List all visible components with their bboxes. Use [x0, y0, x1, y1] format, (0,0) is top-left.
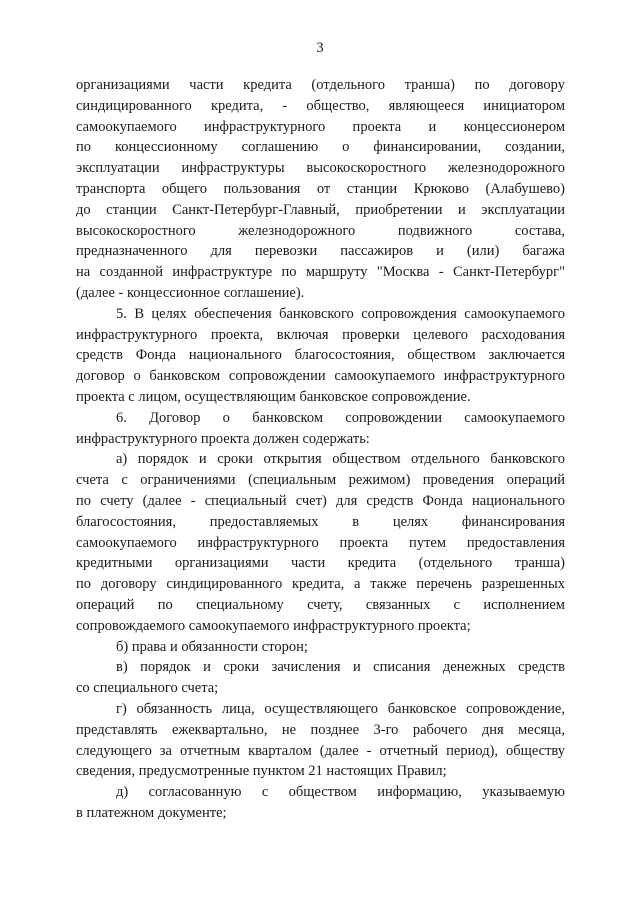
text-line: договор о банковском сопровождении самоокупаемого инфраструктурного: [76, 368, 565, 385]
text-line: со специального счета;: [76, 680, 219, 697]
page-number: 3: [316, 40, 324, 56]
text-line: сопровождаемого самоокупаемого инфраструктурного проекта;: [76, 617, 471, 634]
text-line: транспорта общего пользования от станции Крюково (Алабушево): [76, 180, 565, 197]
paragraph-6-start: 6. Договор о банковском сопровождении самоокупаемого: [116, 409, 565, 426]
text-line: до станции Санкт-Петербург-Главный, приобретении и эксплуатации: [76, 201, 565, 218]
text-line: предназначенного для перевозки пассажиров и (или) багажа: [76, 243, 565, 260]
document-body: [76, 75, 565, 824]
item-v-start: в) порядок и сроки зачисления и списания денежных средств: [116, 659, 565, 676]
text-line: (далее - концессионное соглашение).: [76, 284, 305, 301]
text-line: следующего за отчетным кварталом (далее - отчетный период), обществу: [76, 742, 565, 759]
text-line: благосостояния, предоставляемых в целях финансирования: [76, 513, 565, 530]
text-line: высокоскоростного железнодорожного подвижного состава,: [76, 222, 565, 239]
item-b: б) права и обязанности сторон;: [116, 638, 308, 655]
text-line: проекта с лицом, осуществляющим банковское сопровождение.: [76, 388, 471, 405]
text-line: на созданной инфраструктуре по маршруту "Москва - Санкт-Петербург": [76, 264, 565, 281]
text-line: организациями части кредита (отдельного транша) по договору: [76, 77, 565, 93]
text-line: самоокупаемого инфраструктурного проекта путем предоставления: [76, 534, 565, 551]
text-line: по концессионному соглашению о финансировании, создании,: [76, 139, 565, 156]
text-line: самоокупаемого инфраструктурного проекта и концессионером: [76, 118, 565, 135]
text-line: по договору синдицированного кредита, а также перечень разрешенных: [76, 576, 565, 593]
text-line: инфраструктурного проекта должен содержать:: [76, 430, 370, 447]
text-line: эксплуатации инфраструктуры высокоскоростного железнодорожного: [76, 160, 565, 177]
paragraph-5-start: 5. В целях обеспечения банковского сопровождения самоокупаемого: [116, 305, 565, 322]
text-line: в платежном документе;: [76, 804, 227, 821]
item-d-start: д) согласованную с обществом информацию, указываемую: [116, 784, 565, 801]
text-line: представлять ежеквартально, не позднее 3-го рабочего дня месяца,: [76, 721, 565, 738]
text-line: счета с ограничениями (специальным режимом) проведения операций: [76, 472, 565, 489]
text-line: кредитными организациями части кредита (отдельного транша): [76, 555, 565, 572]
text-line: сведения, предусмотренные пунктом 21 настоящих Правил;: [76, 763, 447, 780]
text-line: по счету (далее - специальный счет) для средств Фонда национального: [76, 492, 565, 509]
item-g-start: г) обязанность лица, осуществляющего банковское сопровождение,: [116, 700, 565, 717]
text-line: средств Фонда национального благосостояния, обществом заключается: [76, 347, 565, 364]
text-line: инфраструктурного проекта, включая проверки целевого расходования: [76, 326, 565, 343]
text-line: синдицированного кредита, - общество, являющееся инициатором: [76, 97, 565, 114]
item-a-start: а) порядок и сроки открытия обществом отдельного банковского: [116, 451, 565, 468]
text-line: операций по специальному счету, связанных с исполнением: [76, 596, 565, 613]
